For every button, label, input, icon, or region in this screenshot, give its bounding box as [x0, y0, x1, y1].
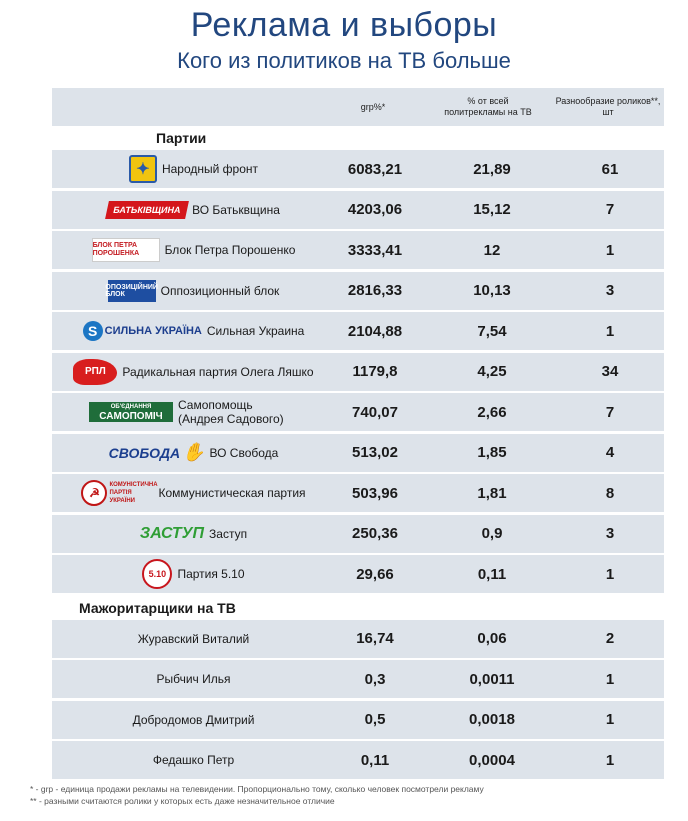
radical-party-logo: РПЛ	[73, 359, 117, 385]
share-value: 0,11	[477, 565, 507, 583]
name-cell	[52, 555, 335, 593]
column-header-share: % от всей политрекламы на ТВ	[444, 96, 532, 117]
share-value: 10,13	[473, 282, 511, 299]
table-row	[52, 620, 664, 658]
name-cell	[52, 191, 335, 229]
grp-value: 503,96	[352, 484, 398, 502]
table-row	[52, 660, 664, 698]
name-cell	[52, 741, 335, 779]
share-value: 4,25	[477, 363, 507, 380]
svoboda-logo: СВОБОДА ✋	[108, 442, 205, 462]
name-label: Народный фронт	[161, 162, 259, 176]
name-label: Журавский Виталий	[137, 631, 250, 646]
grp-value: 740,07	[352, 403, 398, 421]
grp-value: 0,5	[364, 711, 386, 728]
name-label: Радикальная партия Олега Ляшко	[122, 364, 314, 379]
name-cell	[52, 353, 335, 391]
grp-value: 2104,88	[347, 322, 403, 340]
zastup-logo: ЗАСТУП	[139, 524, 205, 542]
party-510-logo: 5.10	[142, 559, 172, 589]
name-label: Коммунистическая партия	[158, 486, 306, 500]
grp-value: 16,74	[356, 630, 394, 647]
name-cell	[52, 272, 335, 310]
variety-value: 7	[605, 403, 615, 421]
variety-value: 34	[601, 363, 619, 380]
hammer-sickle-icon: ☭	[81, 480, 107, 506]
page-subtitle: Кого из политиков на ТВ больше	[177, 48, 511, 73]
name-label: Партия 5.10	[177, 567, 245, 581]
table-row	[52, 150, 664, 188]
share-value: 12	[483, 241, 501, 259]
hand-icon: ✋	[182, 442, 205, 462]
table-row	[52, 191, 664, 229]
table-row	[52, 701, 664, 739]
name-cell	[52, 620, 335, 658]
name-label: ВО Батьквщина	[192, 202, 280, 217]
share-value: 0,06	[477, 630, 507, 647]
share-value: 7,54	[477, 322, 507, 340]
name-cell	[52, 474, 335, 512]
variety-value: 1	[605, 670, 615, 688]
footnotes	[30, 783, 670, 807]
grp-value: 513,02	[352, 444, 398, 461]
variety-value: 1	[605, 565, 615, 583]
variety-value: 1	[605, 322, 615, 340]
column-header-variety: Разнообразие роликов**, шт	[555, 96, 661, 117]
share-value: 0,9	[481, 525, 503, 542]
batkivshchyna-logo: БАТЬКІВЩИНА	[105, 201, 189, 219]
name-label: Федашко Петр	[152, 753, 235, 767]
page-title: Реклама и выборы	[190, 6, 498, 44]
variety-value: 3	[605, 525, 615, 542]
share-value: 0,0004	[469, 751, 515, 769]
table-row	[52, 515, 664, 553]
grp-value: 250,36	[352, 525, 398, 542]
poroshenko-bloc-logo: БЛОК ПЕТРА ПОРОШЕНКА	[92, 238, 160, 262]
variety-value: 2	[605, 630, 615, 647]
table-row	[52, 272, 664, 310]
grp-value: 2816,33	[347, 282, 403, 299]
share-value: 0,0018	[469, 711, 515, 728]
strong-ukraine-emblem-icon: S	[83, 321, 103, 341]
grp-value: 0,3	[364, 670, 386, 688]
grp-value: 6083,21	[347, 160, 403, 178]
ads-table	[52, 88, 664, 782]
share-value: 15,12	[473, 201, 511, 218]
name-label: Блок Петра Порошенко	[164, 243, 296, 257]
communist-party-logo: ☭ КОМУНІСТИЧНА ПАРТІЯ УКРАЇНИ	[81, 482, 153, 504]
table-row	[52, 555, 664, 593]
name-label: Добродомов Дмитрий	[132, 712, 255, 727]
opposition-bloc-logo: ОПОЗИЦІЙНИЙ БЛОК	[108, 280, 156, 302]
table-row	[52, 741, 664, 779]
grp-value: 1179,8	[352, 363, 398, 380]
variety-value: 3	[605, 282, 615, 299]
section-heading-majoritarians: Мажоритарщики на ТВ	[79, 599, 236, 616]
footnote-grp: * - grp - единица продажи рекламы на телевидении. Пропорционально тому, сколько человек посмотрели рекламу	[30, 784, 484, 794]
variety-value: 7	[605, 201, 615, 218]
column-header-grp: grp%*	[360, 101, 386, 112]
name-cell	[52, 701, 335, 739]
variety-value: 1	[605, 241, 615, 259]
parties-table-body	[52, 150, 664, 593]
name-label: Оппозиционный блок	[160, 283, 280, 298]
grp-value: 29,66	[356, 565, 394, 583]
grp-value: 4203,06	[347, 201, 403, 218]
share-value: 2,66	[477, 403, 507, 421]
table-row	[52, 474, 664, 512]
table-header	[52, 88, 664, 126]
table-row	[52, 231, 664, 269]
grp-value: 3333,41	[347, 241, 403, 259]
variety-value: 4	[605, 444, 615, 461]
share-value: 21,89	[473, 160, 511, 178]
variety-value: 1	[605, 751, 615, 769]
variety-value: 1	[605, 711, 615, 728]
name-cell	[52, 660, 335, 698]
name-cell	[52, 150, 335, 188]
variety-value: 8	[605, 484, 615, 502]
name-cell	[52, 434, 335, 472]
grp-value: 0,11	[360, 751, 390, 769]
majoritarians-table-body	[52, 620, 664, 780]
name-cell	[52, 231, 335, 269]
table-row	[52, 353, 664, 391]
variety-value: 61	[601, 160, 619, 178]
name-label: ВО Свобода	[209, 445, 279, 460]
name-label: Рыбчич Илья	[156, 672, 231, 686]
name-cell	[52, 515, 335, 553]
name-cell	[52, 393, 335, 431]
name-label: Заступ	[209, 526, 248, 541]
name-cell	[52, 312, 335, 350]
share-value: 1,81	[477, 484, 507, 502]
footnote-variety: ** - разными считаются ролики у которых есть даже незначительное отличие	[30, 796, 335, 806]
samopomich-logo: ОБ'ЄДНАННЯ САМОПОМІЧ	[89, 402, 173, 422]
trident-logo: ✦	[129, 155, 157, 183]
name-label: Самопомощь (Андрея Садового)	[178, 398, 284, 426]
share-value: 1,85	[477, 444, 507, 461]
section-heading-parties: Партии	[156, 130, 207, 146]
table-row	[52, 312, 664, 350]
strong-ukraine-logo: S СИЛЬНА УКРАЇНА	[83, 319, 202, 343]
table-row	[52, 393, 664, 431]
share-value: 0,0011	[469, 670, 515, 688]
name-label: Сильная Украина	[206, 324, 305, 338]
table-row	[52, 434, 664, 472]
